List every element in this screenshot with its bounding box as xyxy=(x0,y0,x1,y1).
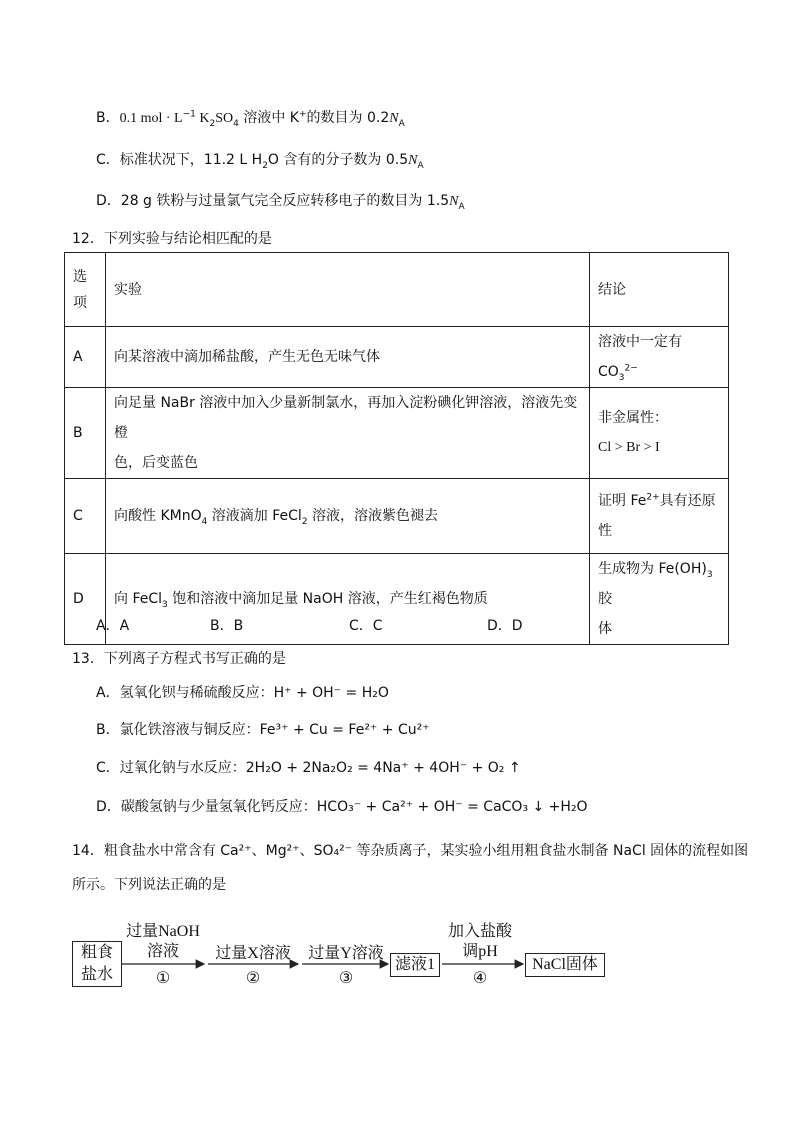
q12-choice-a: A．A xyxy=(96,618,130,634)
row-conclusion: 溶液中一定有 $CO_3^{2-}$ xyxy=(590,327,729,388)
q13-option-b: B．氯化铁溶液与铜反应：Fe³⁺ + Cu = Fe²⁺ + Cu²⁺ xyxy=(96,722,430,738)
row-conclusion: 生成物为 $Fe(OH)_3$胶 体 xyxy=(590,554,729,645)
row-option: C xyxy=(65,479,106,554)
row-conclusion: 证明 $Fe^{2+}$具有还原 性 xyxy=(590,479,729,554)
q14-stem-line2: 所示。下列说法正确的是 xyxy=(72,877,226,893)
row-option: A xyxy=(65,327,106,388)
step4-label: 加入盐酸 调pH xyxy=(447,923,512,960)
row-experiment: 向足量 NaBr 溶液中加入少量新制氯水，再加入淀粉碘化钾溶液，溶液先变橙 色，后变蓝色 xyxy=(106,388,590,479)
table-row xyxy=(65,554,729,645)
step3-number: ③ xyxy=(338,970,354,987)
q13-option-a: A．氢氧化钡与稀硫酸反应：H⁺ + OH⁻ = H₂O xyxy=(96,685,389,701)
step1-label: 过量NaOH 溶液 xyxy=(126,923,200,960)
q12-choice-c: C．C xyxy=(349,618,383,634)
row-option: B xyxy=(65,388,106,479)
q13-stem: 13．下列离子方程式书写正确的是 xyxy=(72,651,286,667)
q12-choice-b: B．B xyxy=(210,618,244,634)
table-row xyxy=(65,388,729,479)
nacl-solid-box: NaCl固体 xyxy=(525,953,605,977)
process-flow-diagram xyxy=(70,918,610,998)
q11-option-b: B．0.1 mol · $L^{-1}$ $K_2SO_4$ 溶液中 K+的数目为 $0.2N_A$ xyxy=(96,109,405,129)
q11-option-c: C．标准状况下，11.2 L $H_2O$ 含有的分子数为 $0.5N_A$ xyxy=(96,152,424,171)
q12-table xyxy=(64,252,729,645)
header-option: 选项 xyxy=(65,253,106,327)
row-option: D xyxy=(65,554,106,645)
step4-number: ④ xyxy=(472,970,488,987)
crude-brine-box: 粗食 盐水 xyxy=(72,941,122,987)
header-conclusion: 结论 xyxy=(590,253,729,327)
step2-number: ② xyxy=(245,970,261,987)
q14-stem-line1: 14．粗食盐水中常含有 Ca²⁺、Mg²⁺、SO₄²⁻ 等杂质离子，某实验小组用粗食盐水制备 NaCl 固体的流程如图 xyxy=(72,843,749,859)
step2-label: 过量X溶液 xyxy=(215,945,291,962)
step1-number: ① xyxy=(155,970,171,987)
q13-option-d: D．碳酸氢钠与少量氢氧化钙反应：HCO₃⁻ + Ca²⁺ + OH⁻ = CaCO₃ ↓ +H₂O xyxy=(96,799,588,815)
row-conclusion: 非金属性： Cl > Br > I xyxy=(590,388,729,479)
header-experiment: 实验 xyxy=(106,253,590,327)
q11-option-d: D．28 g 铁粉与过量氯气完全反应转移电子的数目为 $1.5N_A$ xyxy=(96,193,465,212)
step3-label: 过量Y溶液 xyxy=(308,945,384,962)
table-header-row xyxy=(65,253,729,327)
q12-choice-d: D．D xyxy=(487,618,523,634)
q12-stem: 12．下列实验与结论相匹配的是 xyxy=(72,231,272,247)
q13-option-c: C．过氧化钠与水反应：2H₂O + 2Na₂O₂ = 4Na⁺ + 4OH⁻ + O₂ ↑ xyxy=(96,760,521,776)
filtrate-box: 滤液1 xyxy=(390,953,440,977)
row-experiment: 向 FeCl$_3$ 饱和溶液中滴加足量 NaOH 溶液，产生红褐色物质 xyxy=(106,554,590,645)
row-experiment: 向某溶液中滴加稀盐酸，产生无色无味气体 xyxy=(106,327,590,388)
table-row xyxy=(65,327,729,388)
table-row xyxy=(65,479,729,554)
row-experiment: 向酸性 KMnO$_4$ 溶液滴加 FeCl$_2$ 溶液，溶液紫色褪去 xyxy=(106,479,590,554)
